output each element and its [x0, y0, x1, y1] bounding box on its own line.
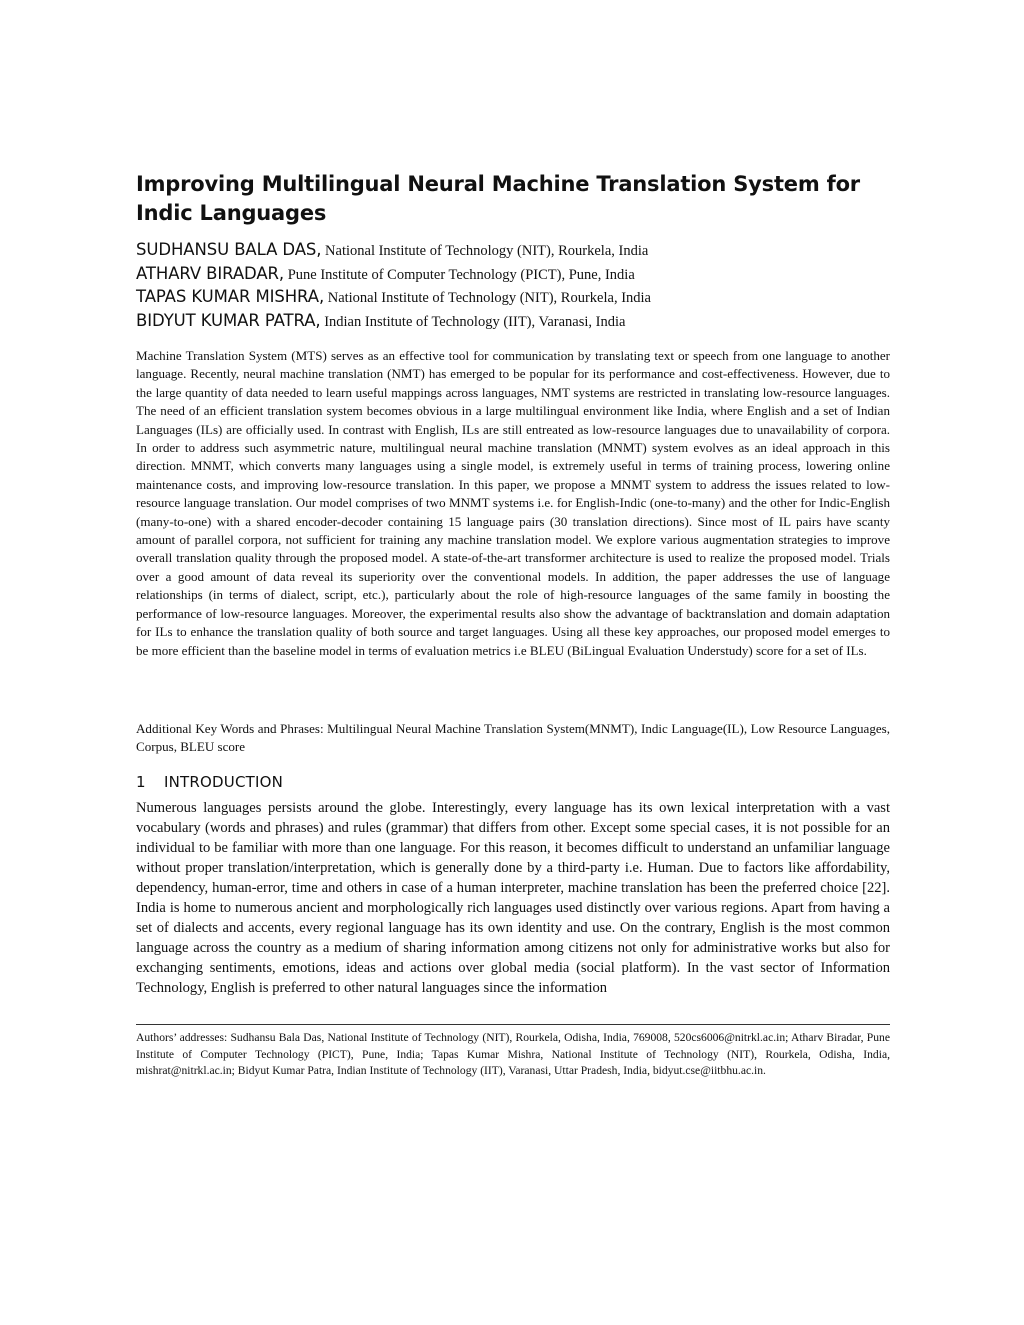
author-entry: [136, 264, 890, 288]
abstract: Machine Translation System (MTS) serves as an effective tool for communication by translating text or speech from one language to another language. Recently, neural machine translation (NMT) has emerged to be popular for its performance and cost-effectiveness. However, due to the large quantity of data needed to learn useful mappings across languages, NMT systems are restricted in translating low-resource languages. The need of an efficient translation system becomes obvious in a large multilingual environment like India, where English and a set of Indian Languages (ILs) are officially used. In contrast with English, ILs are still entreated as low-resource languages due to unavailability of corpora. In order to address such asymmetric nature, multilingual neural machine translation (MNMT) system evolves as an ideal approach in this direction. MNMT, which converts many languages using a single model, is extremely useful in terms of training process, lowering online maintenance costs, and improving low-resource translation. In this paper, we propose a MNMT system to address the issues related to low-resource language translation. Our model comprises of two MNMT systems i.e. for English-Indic (one-to-many) and the other for Indic-English (many-to-one) with a shared encoder-decoder containing 15 language pairs (30 translation directions). Since most of IL pairs have scanty amount of parallel corpora, not sufficient for training any machine translation model. We explore various augmentation strategies to improve overall translation quality through the proposed model. A state-of-the-art transformer architecture is used to realize the proposed model. Trials over a good amount of data reveal its superiority over the conventional models. In addition, the paper addresses the use of language relationships (in terms of dialect, script, etc.), particularly about the role of high-resource languages of the same family in boosting the performance of low-resource languages. Moreover, the experimental results also show the advantage of backtranslation and domain adaptation for ILs to enhance the translation quality of both source and target languages. Using all these key approaches, our proposed model emerges to be more efficient than the baseline model in terms of evaluation metrics i.e BLEU (BiLingual Evaluation Understudy) score for a set of ILs.: [136, 348, 890, 658]
author-list: [136, 240, 890, 334]
author-affiliation: Indian Institute of Technology (IIT), Varanasi, India: [320, 313, 626, 330]
section-title: INTRODUCTION: [164, 773, 284, 791]
author-entry: [136, 287, 890, 311]
authors-addresses-footnote: Authors’ addresses: Sudhansu Bala Das, National Institute of Technology (NIT), Rourkela, Odisha, India, 769008, 520cs6006@nitrkl.ac.in; Atharv Biradar, Pune Institute of Computer Technology (PICT), Pune, India; Tapas Kumar Mishra, National Institute of Technology (NIT), Rourkela, Odisha, India, mishrat@nitrkl.ac.in; Bidyut Kumar Patra, Indian Institute of Technology (IIT), Varanasi, Uttar Pradesh, India, bidyut.cse@iitbhu.ac.in.: [136, 1031, 890, 1078]
author-entry: [136, 240, 890, 264]
paper-title: Improving Multilingual Neural Machine Translation System for Indic Languages: [136, 172, 860, 225]
author-entry: [136, 311, 890, 335]
author-affiliation: National Institute of Technology (NIT), Rourkela, India: [324, 290, 651, 306]
author-affiliation: National Institute of Technology (NIT), Rourkela, India: [321, 243, 649, 259]
author-name: BIDYUT KUMAR PATRA,: [136, 310, 321, 330]
author-name: TAPAS KUMAR MISHRA,: [136, 287, 325, 306]
introduction-body: Numerous languages persists around the globe. Interestingly, every language has its own lexical interpretation with a vast vocabulary (words and phrases) and rules (grammar) that differs from other. Except some special cases, it is not possible for an individual to be familiar with more than one language. For this reason, it becomes difficult to understand an unfamiliar language without proper translation/interpretation, which is generally done by a third-party i.e. Human. Due to factors like affordability, dependency, human-error, time and others in case of a human interpreter, machine translation has been the preferred choice [22]. India is home to numerous ancient and morphologically rich languages used distinctly over various regions. Apart from having a set of dialects and accents, every regional language has its own identity and use. On the contrary, English is the most common language across the country as a medium of sharing information among citizens not only for administrative works but also for exchanging sentiments, emotions, ideas and actions over global media (social platform). In the vast sector of Information Technology, English is preferred to other natural languages since the information: [136, 800, 890, 996]
section-heading: [136, 773, 283, 791]
author-name: ATHARV BIRADAR,: [136, 263, 285, 283]
footnote-divider: [136, 1024, 890, 1025]
section-number: 1: [136, 773, 146, 791]
keywords: Additional Key Words and Phrases: Multilingual Neural Machine Translation System(MNMT), Indic Language(IL), Low Resource Languages, Corpus, BLEU score: [136, 721, 890, 755]
author-name: SUDHANSU BALA DAS,: [136, 240, 322, 259]
author-affiliation: Pune Institute of Computer Technology (PICT), Pune, India: [284, 266, 635, 283]
